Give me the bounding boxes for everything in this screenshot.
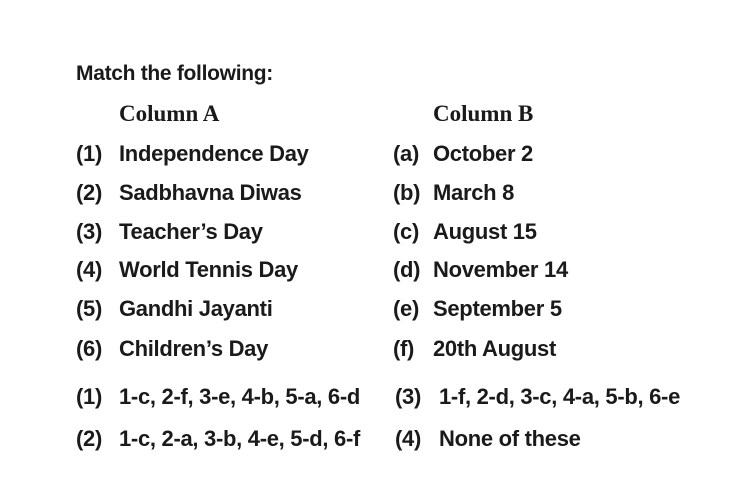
column-b-item: August 15 xyxy=(433,219,537,244)
option-number: (3) xyxy=(395,384,421,409)
column-a-header: Column A xyxy=(119,101,220,126)
question-title: Match the following: xyxy=(76,62,273,85)
column-a-number: (4) xyxy=(76,257,102,282)
option-text: None of these xyxy=(439,426,581,451)
column-a-item: Independence Day xyxy=(119,141,309,166)
column-b-letter: (c) xyxy=(393,219,419,244)
column-b-letter: (d) xyxy=(393,257,421,282)
column-a-item: Gandhi Jayanti xyxy=(119,296,273,321)
option-number: (1) xyxy=(76,384,102,409)
column-a-item: Teacher’s Day xyxy=(119,219,263,244)
column-a-item: Children’s Day xyxy=(119,336,269,361)
column-b-letter: (e) xyxy=(393,296,419,321)
column-b-item: September 5 xyxy=(433,296,562,321)
column-a-item: Sadbhavna Diwas xyxy=(119,180,302,205)
option-text: 1-f, 2-d, 3-c, 4-a, 5-b, 6-e xyxy=(439,384,681,409)
option-number: (2) xyxy=(76,426,102,451)
column-a-number: (3) xyxy=(76,219,102,244)
column-b-header: Column B xyxy=(433,101,534,126)
column-a-number: (5) xyxy=(76,296,102,321)
column-b-letter: (a) xyxy=(393,141,419,166)
column-b-letter: (b) xyxy=(393,180,421,205)
column-b-item: March 8 xyxy=(433,180,515,205)
column-a-number: (2) xyxy=(76,180,102,205)
column-a-item: World Tennis Day xyxy=(119,257,298,282)
column-b-item: 20th August xyxy=(433,336,556,361)
option-text: 1-c, 2-a, 3-b, 4-e, 5-d, 6-f xyxy=(119,426,361,451)
option-text: 1-c, 2-f, 3-e, 4-b, 5-a, 6-d xyxy=(119,384,361,409)
option-number: (4) xyxy=(395,426,421,451)
column-b-item: October 2 xyxy=(433,141,533,166)
column-a-number: (1) xyxy=(76,141,102,166)
column-a-number: (6) xyxy=(76,336,102,361)
column-b-letter: (f) xyxy=(393,336,415,361)
column-b-item: November 14 xyxy=(433,257,568,282)
